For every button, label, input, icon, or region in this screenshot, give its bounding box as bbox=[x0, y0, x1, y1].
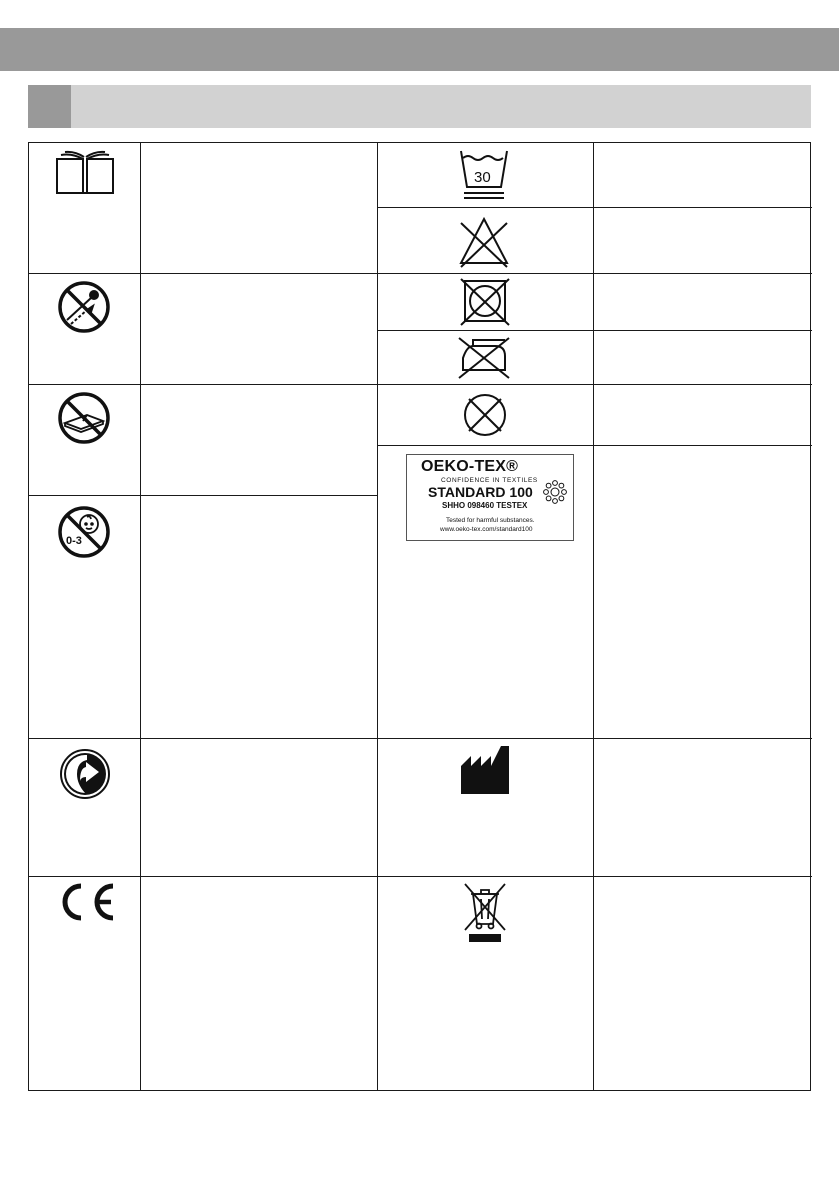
do-not-tumble-dry-icon bbox=[459, 277, 511, 327]
ce-mark-icon bbox=[53, 880, 117, 924]
manufacturer-icon bbox=[459, 744, 511, 796]
oeko-tex-tagline: CONFIDENCE IN TEXTILES bbox=[441, 477, 538, 484]
cell-do-not-tumble-dry bbox=[377, 273, 593, 330]
no-folding-icon bbox=[57, 391, 111, 445]
cell-ce-mark bbox=[29, 876, 140, 1090]
section-marker bbox=[28, 85, 71, 128]
cell-no-sharp-objects bbox=[29, 273, 140, 384]
oeko-tex-certificate: SHHO 098460 TESTEX bbox=[442, 501, 528, 510]
cell-do-not-dry-clean bbox=[377, 384, 593, 445]
cell-do-not-iron bbox=[377, 330, 593, 384]
do-not-dry-clean-icon bbox=[459, 389, 511, 441]
oeko-tex-brand: OEKO-TEX® bbox=[421, 458, 519, 475]
age-range-label: 0-3 bbox=[66, 535, 82, 547]
cell-wash-30 bbox=[377, 143, 593, 207]
cell-manufacturer bbox=[377, 738, 593, 876]
section-header-bar bbox=[28, 85, 811, 128]
cell-do-not-bleach bbox=[377, 207, 593, 273]
symbols-table bbox=[28, 142, 811, 1091]
oeko-tex-standard: STANDARD 100 bbox=[428, 484, 533, 500]
do-not-bleach-icon bbox=[457, 215, 511, 269]
cell-not-for-children bbox=[29, 495, 140, 738]
wash-temp-label: 30 bbox=[474, 169, 491, 186]
cell-green-dot bbox=[29, 738, 140, 876]
cell-weee bbox=[377, 876, 593, 1090]
read-instructions-icon bbox=[55, 151, 115, 195]
column-divider bbox=[140, 143, 141, 1090]
oeko-tex-url: www.oeko-tex.com/standard100 bbox=[440, 526, 533, 533]
column-divider bbox=[593, 143, 594, 1090]
cell-no-folding bbox=[29, 384, 140, 495]
weee-crossed-bin-icon bbox=[461, 880, 509, 944]
do-not-iron-icon bbox=[457, 336, 511, 380]
oeko-tex-flower-icon bbox=[541, 478, 569, 506]
cell-read-instructions bbox=[29, 143, 140, 273]
green-dot-recycling-icon bbox=[59, 748, 111, 800]
top-header-bar bbox=[0, 28, 839, 71]
oeko-tex-tested: Tested for harmful substances. bbox=[446, 517, 535, 524]
oeko-tex-label bbox=[406, 454, 574, 541]
wash-30-icon bbox=[459, 149, 509, 205]
no-sharp-objects-icon bbox=[57, 280, 111, 334]
row-divider bbox=[377, 445, 812, 446]
not-for-children-0-3-icon bbox=[57, 505, 111, 559]
